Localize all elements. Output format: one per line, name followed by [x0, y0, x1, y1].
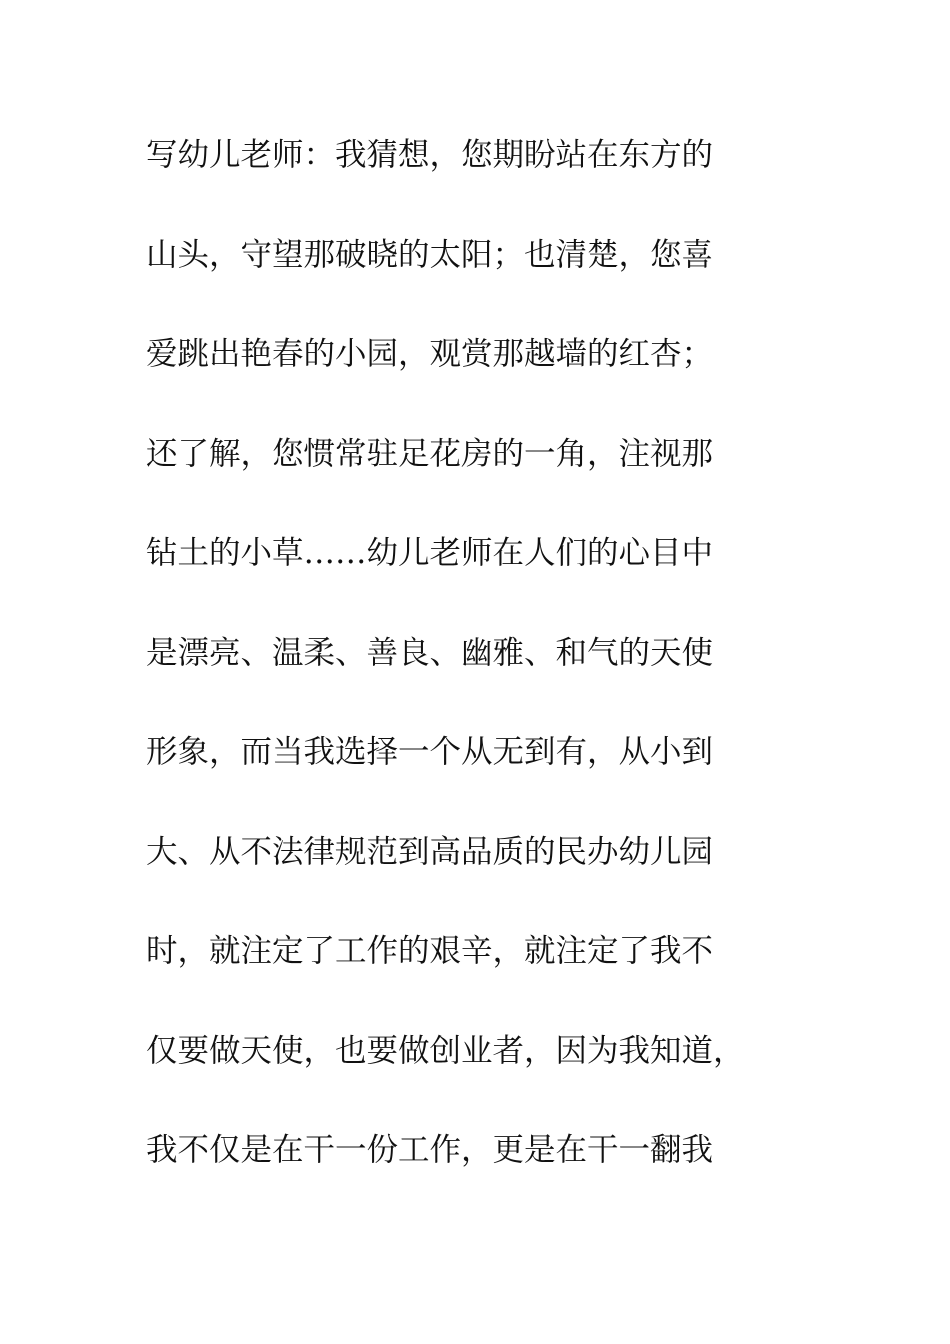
- text-line-1: 写幼儿老师：我猜想，您期盼站在东方的: [146, 137, 714, 173]
- text-line-9: 时，就注定了工作的艰辛，就注定了我不: [146, 933, 714, 969]
- text-line-6: 是漂亮、温柔、善良、幽雅、和气的天使: [146, 634, 714, 671]
- body-text: [146, 126, 806, 1221]
- text-line-5: 钻土的小草……幼儿老师在人们的心目中: [146, 535, 714, 571]
- text-line-11: 我不仅是在干一份工作，更是在干一翻我: [146, 1132, 714, 1168]
- text-line-7: 形象，而当我选择一个从无到有，从小到: [146, 734, 714, 770]
- text-line-2: 山头，守望那破晓的太阳；也清楚，您喜: [146, 236, 714, 273]
- text-line-10: 仅要做天使，也要做创业者，因为我知道，: [146, 1032, 745, 1069]
- text-line-3: 爱跳出艳春的小园，观赏那越墙的红杏；: [146, 336, 714, 372]
- text-line-8: 大、从不法律规范到高品质的民办幼儿园: [146, 833, 714, 870]
- text-line-4: 还了解，您惯常驻足花房的一角，注视那: [146, 435, 714, 472]
